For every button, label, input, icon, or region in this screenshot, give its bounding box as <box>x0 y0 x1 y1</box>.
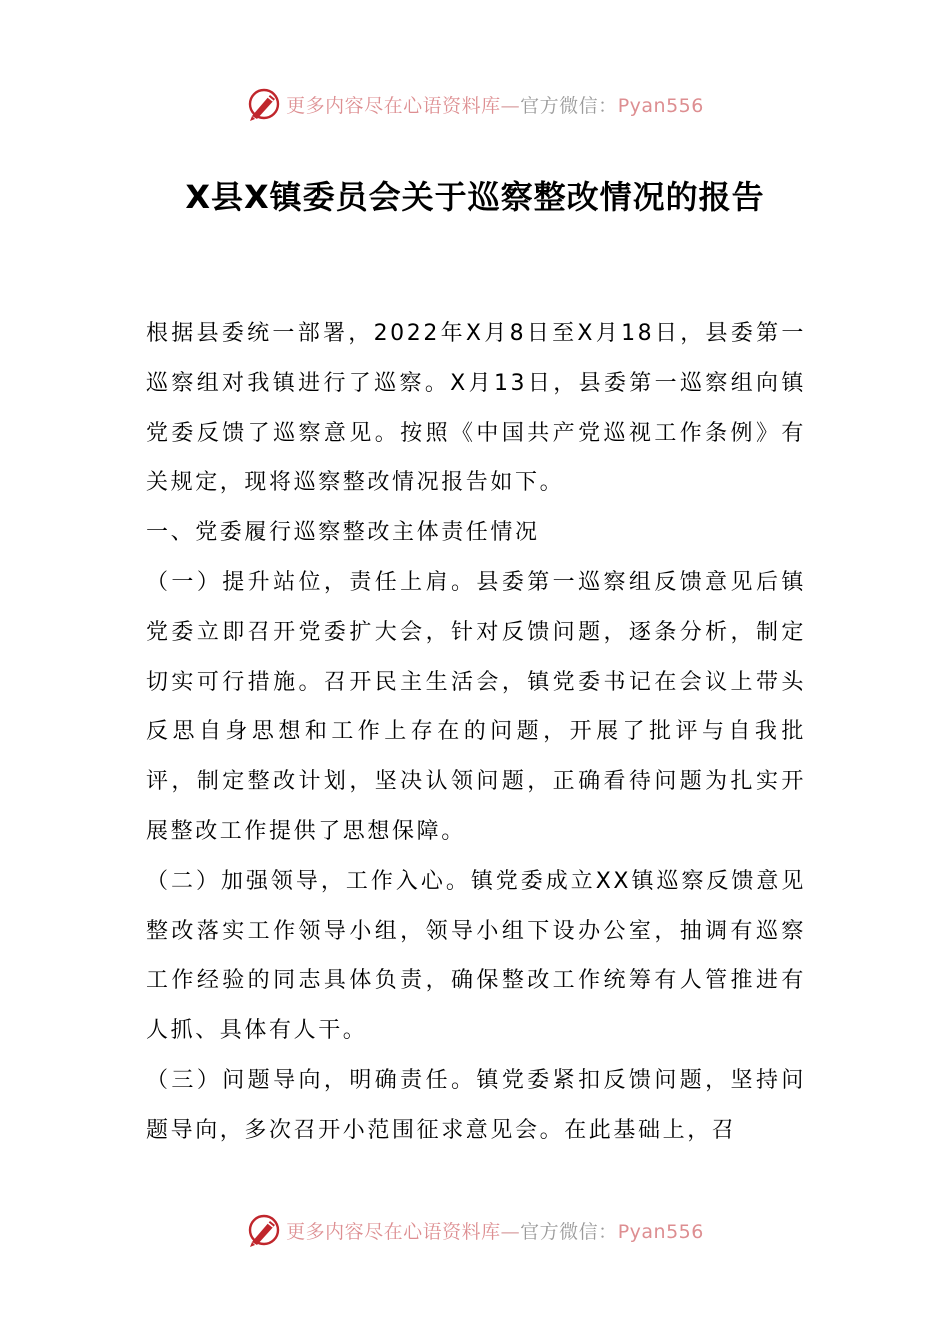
watermark-wechat-label: 官方微信： <box>520 1220 618 1243</box>
section-heading-1: 一、党委履行巡察整改主体责任情况 <box>146 520 540 546</box>
watermark-footer <box>0 1208 950 1252</box>
watermark-brand: 更多内容尽在心语资料库 <box>286 1220 501 1243</box>
paragraph-item-3: （三）问题导向，明确责任。镇党委紧扣反馈问题，坚持问题导向，多次召开小范围征求意见会。在此基础上，召 <box>146 1067 806 1143</box>
watermark-brand: 更多内容尽在心语资料库 <box>286 94 501 117</box>
pen-logo-icon <box>246 1212 282 1248</box>
paragraph-intro: 根据县委统一部署，2022年X月8日至X月18日，县委第一巡察组对我镇进行了巡察。X月13日，县委第一巡察组向镇党委反馈了巡察意见。按照《中国共产党巡视工作条例》有关规定，现将巡察整改情况报告如下。 <box>146 321 806 496</box>
paragraph-item-1: （一）提升站位，责任上肩。县委第一巡察组反馈意见后镇党委立即召开党委扩大会，针对反馈问题，逐条分析，制定切实可行措施。召开民主生活会，镇党委书记在会议上带头反思自身思想和工作上存在的问题，开展了批评与自我批评，制定整改计划，坚决认领问题，正确看待问题为扎实开展整改工作提供了思想保障。 <box>146 569 806 844</box>
paragraph-item-2: （二）加强领导，工作入心。镇党委成立XX镇巡察反馈意见整改落实工作领导小组，领导小组下设办公室，抽调有巡察工作经验的同志具体负责，确保整改工作统筹有人管推进有人抓、具体有人干。 <box>146 868 806 1044</box>
watermark-text <box>286 1217 704 1244</box>
watermark-header <box>0 82 950 126</box>
watermark-account: Pyan556 <box>617 94 704 117</box>
watermark-text <box>286 91 704 118</box>
document-title: X县X镇委员会关于巡察整改情况的报告 <box>185 178 765 216</box>
watermark-dash: — <box>500 94 521 117</box>
watermark-wechat-label: 官方微信： <box>520 94 618 117</box>
watermark-account: Pyan556 <box>617 1220 704 1243</box>
pen-logo-icon <box>246 86 282 122</box>
document-body <box>146 309 806 1156</box>
watermark-dash: — <box>500 1220 521 1243</box>
